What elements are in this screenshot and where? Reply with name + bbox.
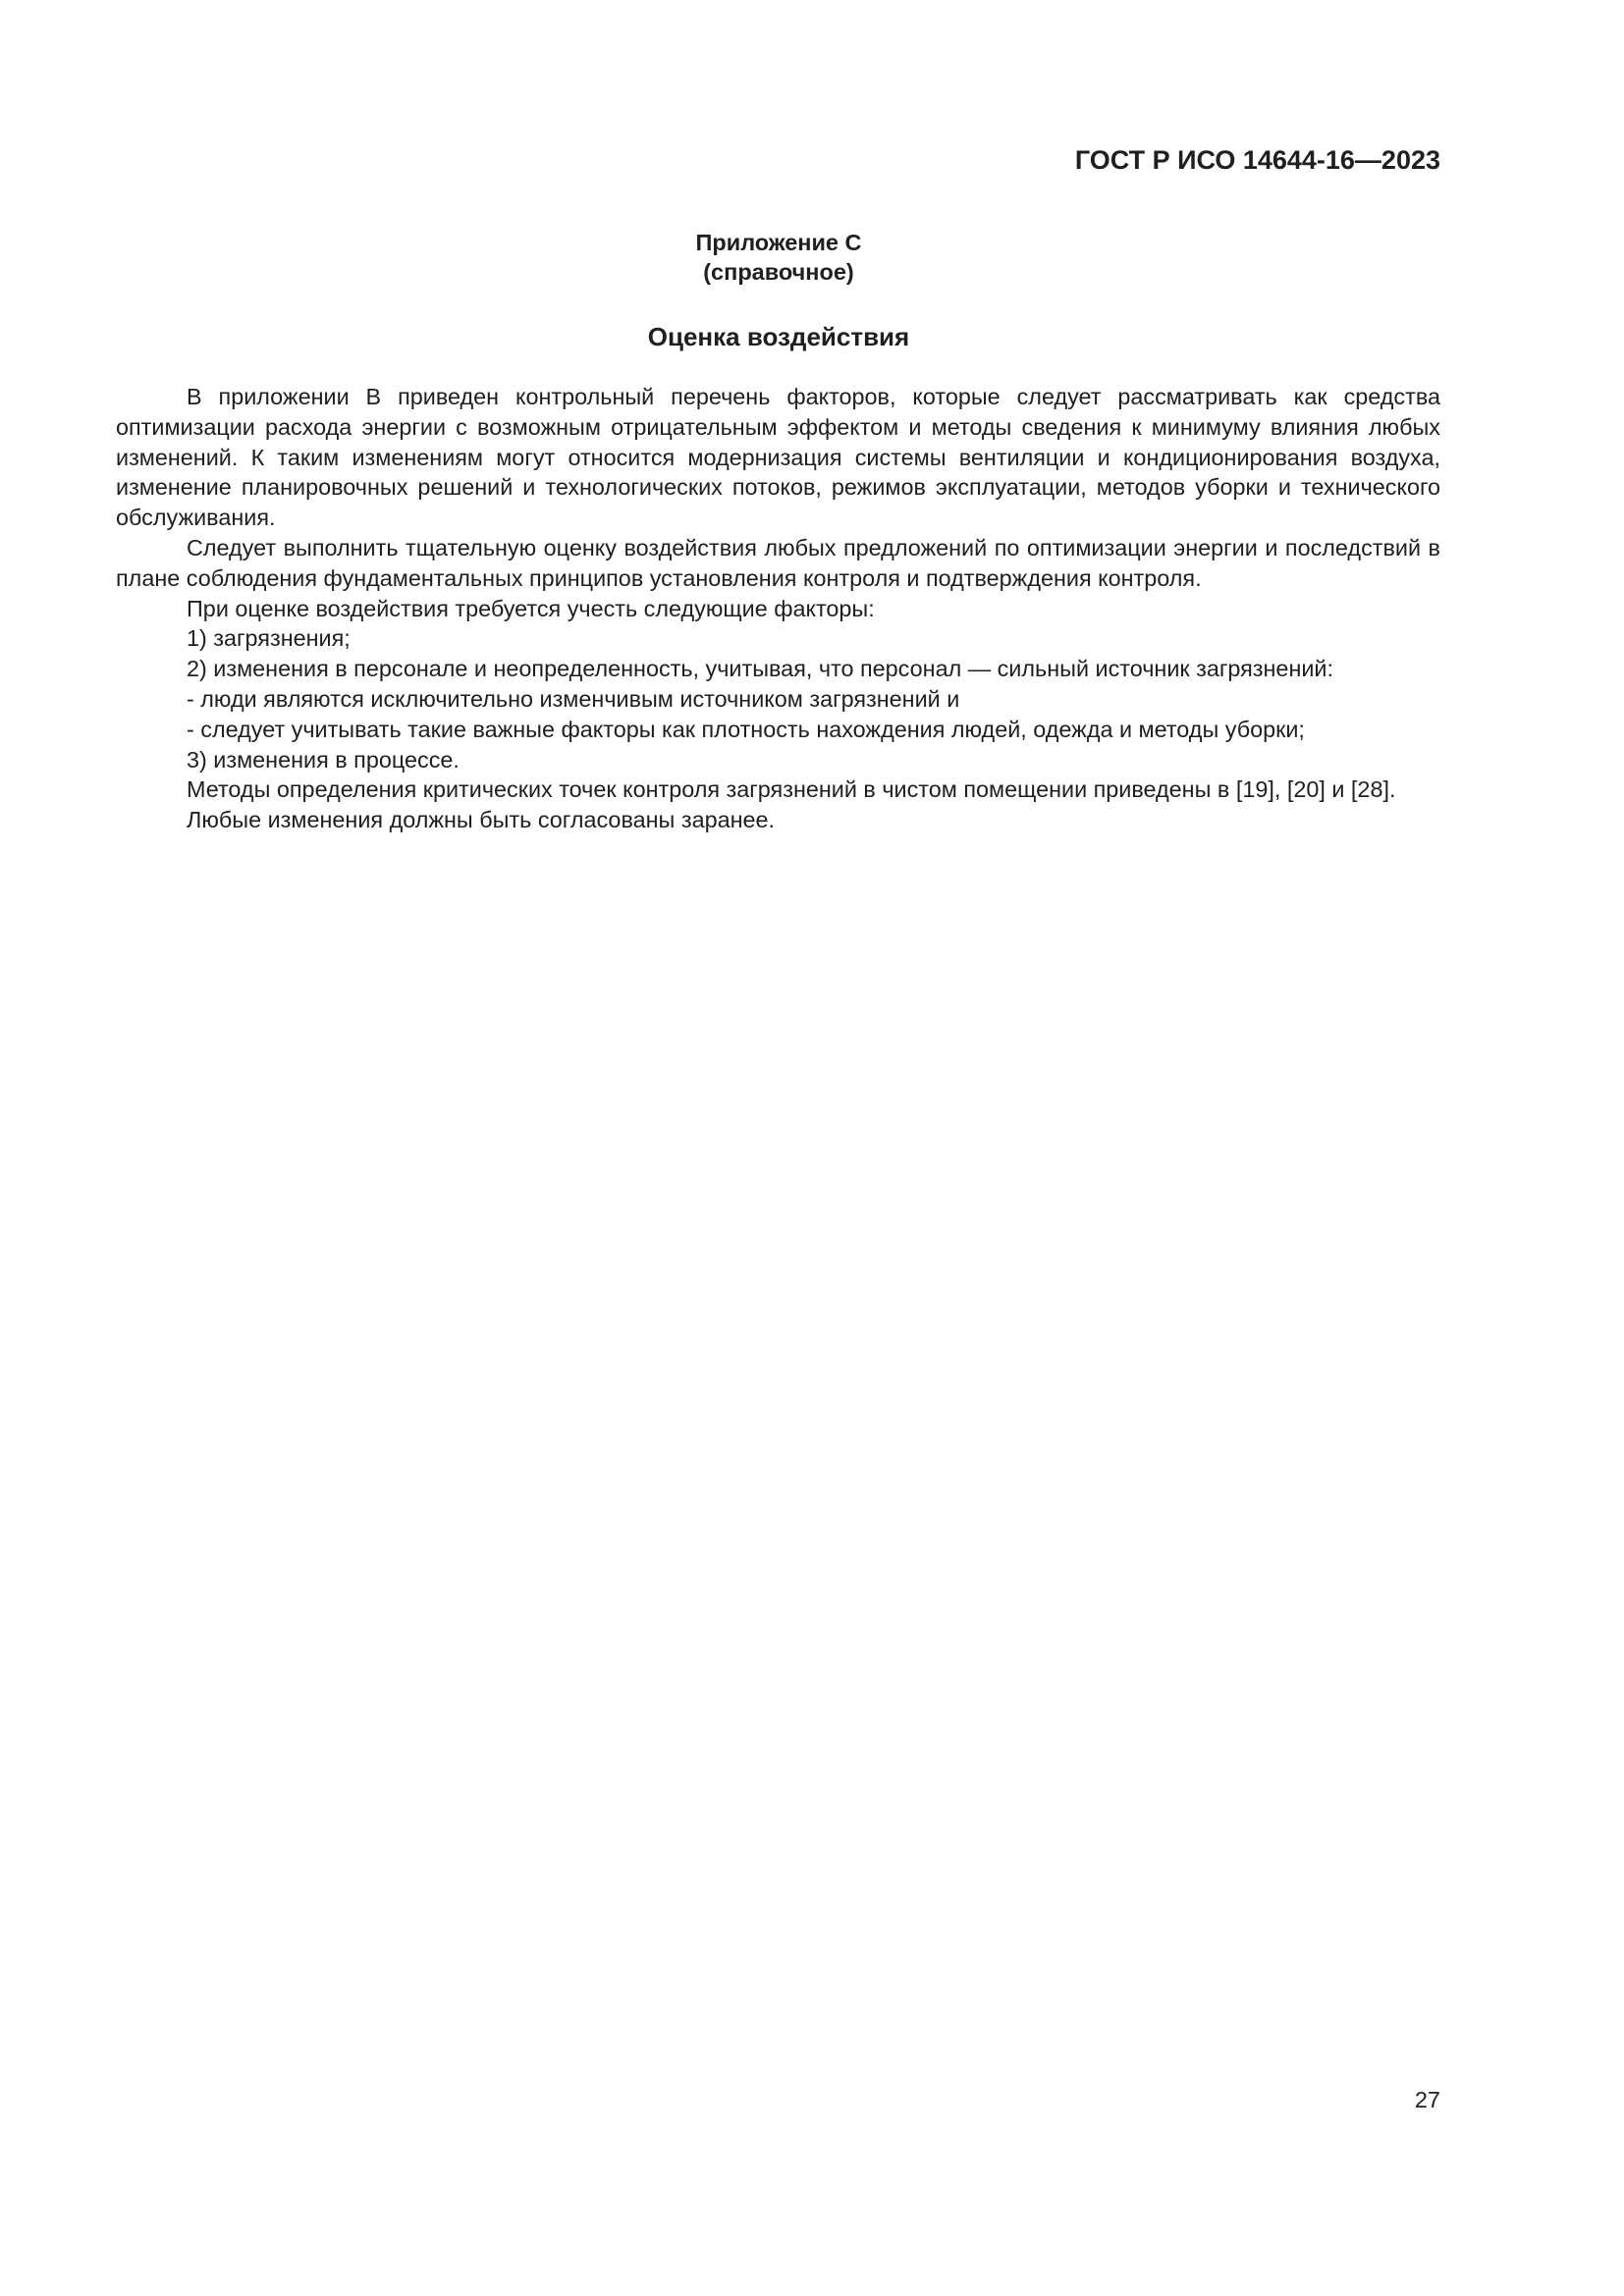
section-title: Оценка воздействия [647,322,910,351]
annex-type: (справочное) [703,259,854,285]
annex-label: Приложение С [695,230,862,255]
paragraph-agreement: Любые изменения должны быть согласованы заранее. [187,807,776,833]
page-number: 27 [1414,2087,1440,2112]
list-item: 3) изменения в процессе. [187,746,460,773]
paragraph-intro: В приложении В приведен контрольный перечень факторов, которые следует рассматривать как средства оптимизации расхода энергии с возможным отрицательным эффектом и методы сведения к минимуму влияния любых изменений. К таким изменениям могут относится модернизация системы вентиляции и кондиционирования воздуха, изменение планировочных решений и технологических потоков, режимов эксплуатации, методов уборки и технического обслуживания. [116,384,1440,531]
list-subitem: - люди являются исключительно изменчивым источником загрязнений и [187,685,960,712]
annex-heading [0,228,1557,287]
paragraph-assessment: Следует выполнить тщательную оценку воздействия любых предложений по оптимизации энергии и последствий в плане соблюдения фундаментальных принципов установления контроля и подтверждения контроля. [116,534,1440,591]
document-standard-number: ГОСТ Р ИСО 14644-16—2023 [1074,145,1440,175]
list-item: 1) загрязнения; [187,625,351,652]
list-item: 2) изменения в персонале и неопределенность, учитывая, что персонал — сильный источник загрязнений: [187,656,1333,682]
list-subitem: - следует учитывать такие важные факторы как плотность нахождения людей, одежда и методы уборки; [187,716,1305,742]
document-body [116,382,1440,835]
paragraph-factors-intro: При оценке воздействия требуется учесть следующие факторы: [187,595,875,621]
paragraph-methods: Методы определения критических точек контроля загрязнений в чистом помещении приведены в [19], [20] и [28]. [187,776,1396,803]
